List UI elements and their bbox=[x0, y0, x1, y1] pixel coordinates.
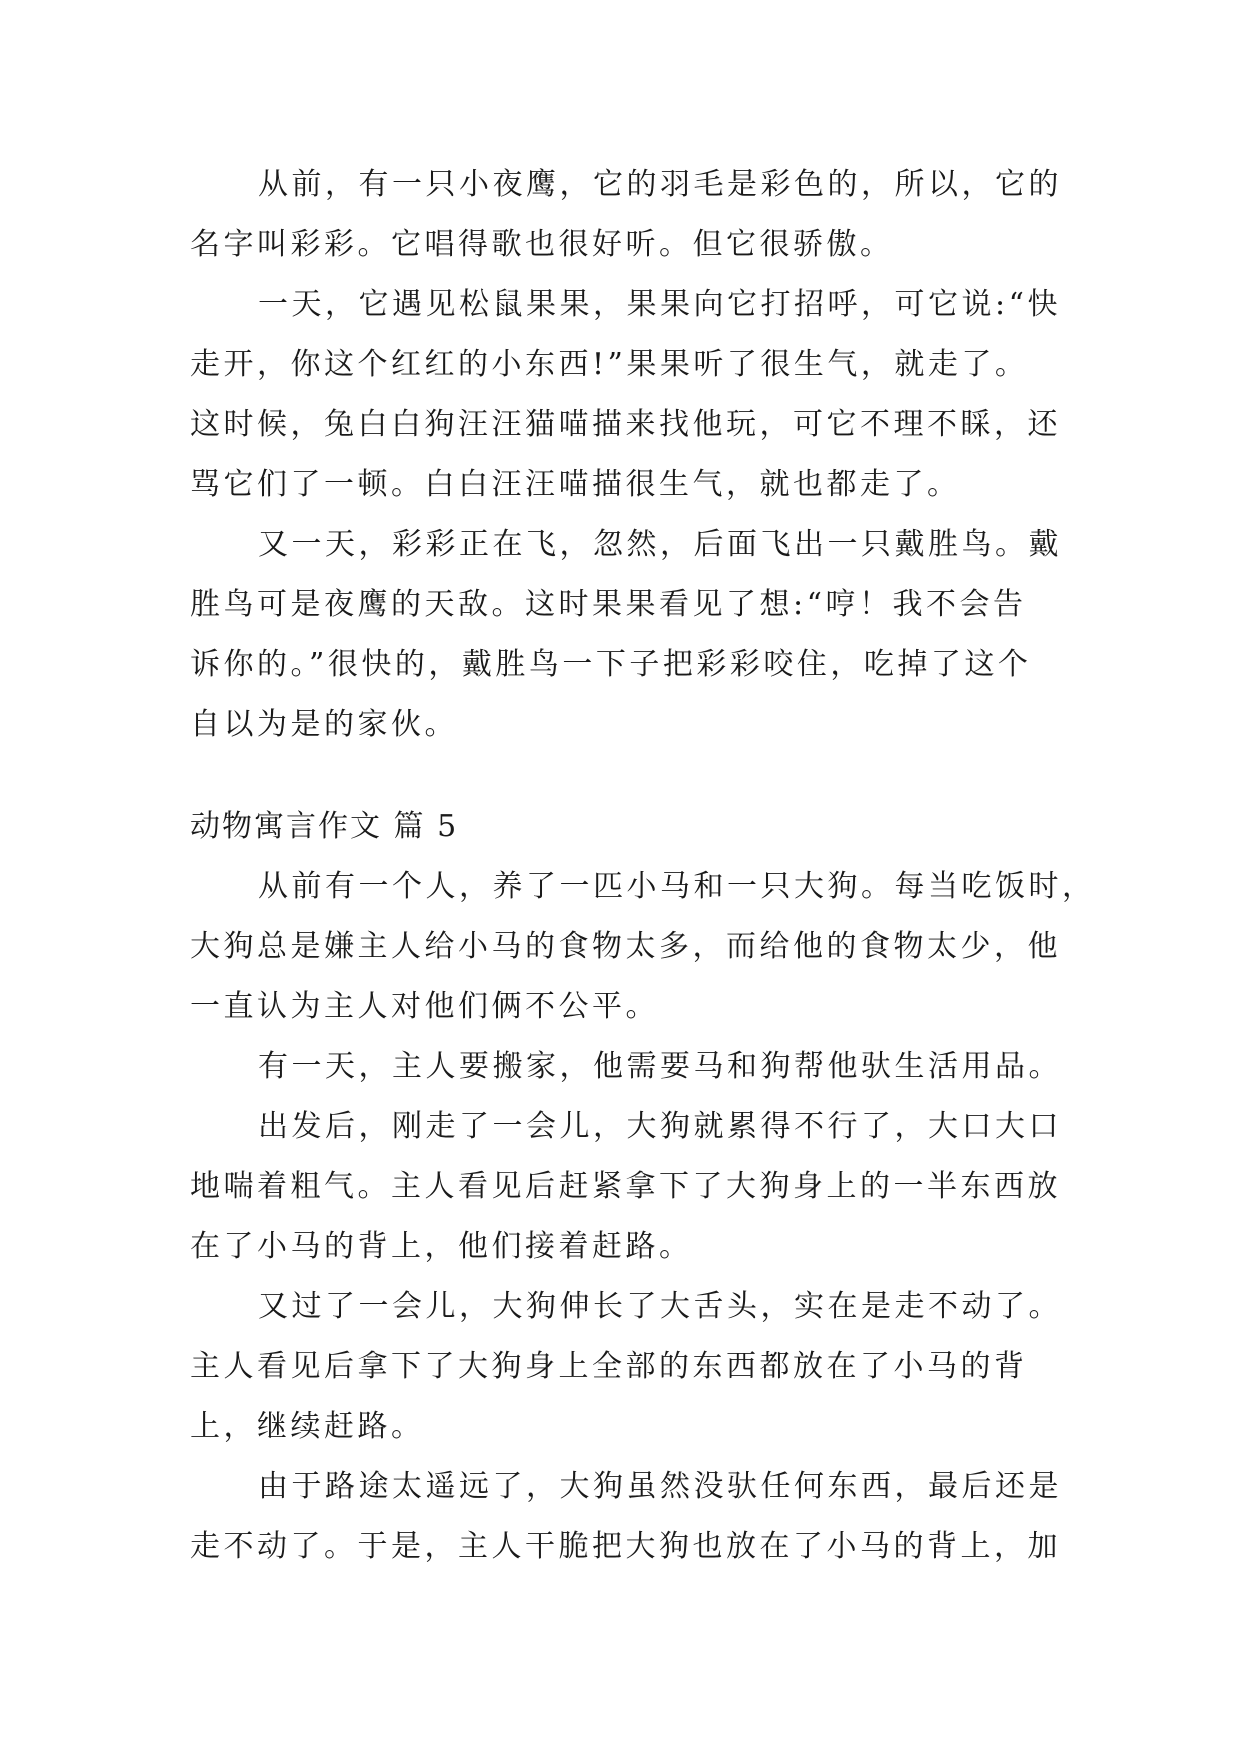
paragraph-line: 走不动了。于是，主人干脆把大狗也放在了小马的背上，加 bbox=[190, 1529, 1061, 1564]
paragraph-line: 有一天，主人要搬家，他需要马和狗帮他驮生活用品。 bbox=[258, 1049, 1062, 1084]
paragraph-line: 又一天，彩彩正在飞，忽然，后面飞出一只戴胜鸟。戴 bbox=[258, 527, 1062, 562]
paragraph-line: 主人看见后拿下了大狗身上全部的东西都放在了小马的背 bbox=[190, 1349, 1028, 1384]
paragraph-line: 一直认为主人对他们俩不公平。 bbox=[190, 989, 659, 1024]
paragraph-line: 上，继续赶路。 bbox=[190, 1409, 425, 1444]
paragraph-line: 走开，你这个红红的小东西!”果果听了很生气，就走了。 bbox=[190, 347, 1029, 382]
paragraph-line: 由于路途太遥远了，大狗虽然没驮任何东西，最后还是 bbox=[258, 1469, 1062, 1504]
paragraph-line: 骂它们了一顿。白白汪汪喵描很生气，就也都走了。 bbox=[190, 467, 961, 502]
paragraph-line: 从前，有一只小夜鹰，它的羽毛是彩色的，所以，它的 bbox=[258, 167, 1062, 202]
paragraph-line: 在了小马的背上，他们接着赶路。 bbox=[190, 1229, 693, 1264]
section-heading: 动物寓言作文 篇 5 bbox=[190, 809, 459, 844]
paragraph-line: 一天，它遇见松鼠果果，果果向它打招呼，可它说:“快 bbox=[258, 287, 1061, 322]
story-one bbox=[190, 155, 1062, 755]
paragraph-line: 名字叫彩彩。它唱得歌也很好听。但它很骄傲。 bbox=[190, 227, 894, 262]
paragraph-line: 胜鸟可是夜鹰的天敌。这时果果看见了想:“哼！我不会告 bbox=[190, 587, 1027, 622]
paragraph-line: 诉你的。”很快的，戴胜鸟一下子把彩彩咬住，吃掉了这个 bbox=[190, 647, 1032, 682]
paragraph-line: 大狗总是嫌主人给小马的食物太多，而给他的食物太少，他 bbox=[190, 929, 1061, 964]
paragraph-line: 这时候，兔白白狗汪汪猫喵描来找他玩，可它不理不睬，还 bbox=[190, 407, 1061, 442]
paragraph-line: 出发后，刚走了一会儿，大狗就累得不行了，大口大口 bbox=[258, 1109, 1062, 1144]
paragraph-line: 又过了一会儿，大狗伸长了大舌头，实在是走不动了。 bbox=[258, 1289, 1062, 1324]
paragraph-line: 自以为是的家伙。 bbox=[190, 707, 458, 742]
paragraph-line: 地喘着粗气。主人看见后赶紧拿下了大狗身上的一半东西放 bbox=[190, 1169, 1061, 1204]
story-two bbox=[190, 857, 1096, 1577]
paragraph-line: 从前有一个人，养了一匹小马和一只大狗。每当吃饭时， bbox=[258, 869, 1096, 904]
